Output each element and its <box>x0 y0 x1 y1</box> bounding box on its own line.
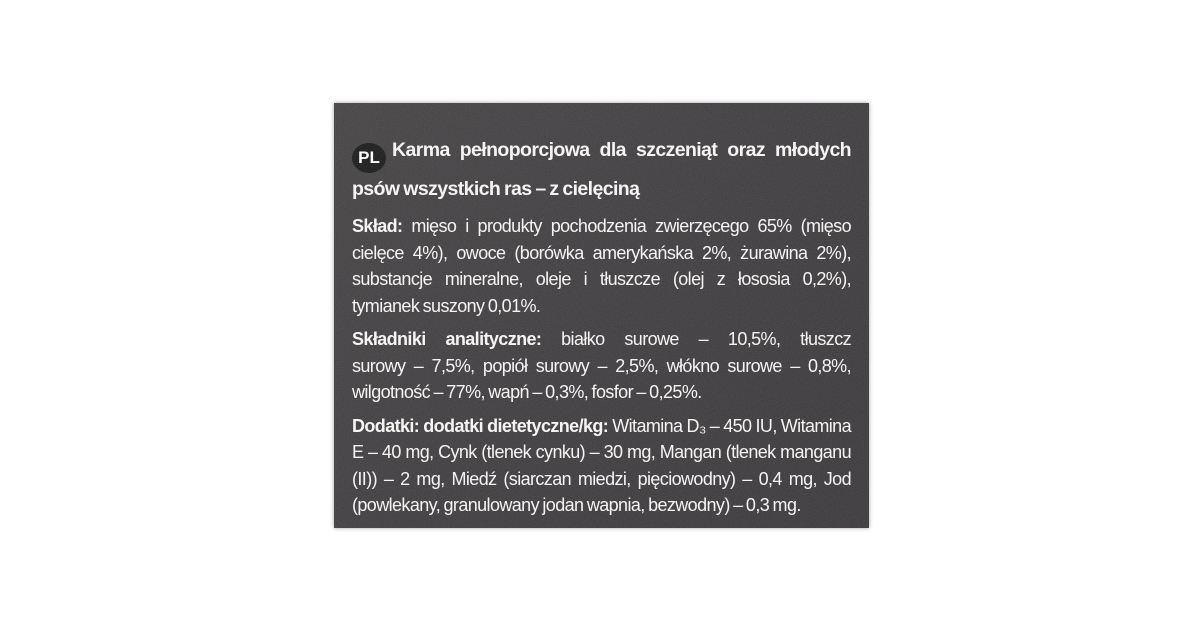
label-line: Skład: mięso i produkty pochodzenia zwierzęcego 65% (mięso <box>352 216 851 236</box>
section-label: Składniki analityczne: <box>352 329 542 349</box>
title-line: psów wszystkich ras – z cielęciną <box>352 178 640 200</box>
label-line: E – 40 mg, Cynk (tlenek cynku) – 30 mg, Mangan (tlenek manganu <box>352 442 851 462</box>
paragraph-dodatki <box>352 413 851 519</box>
title-line <box>352 134 851 173</box>
label-line: tymianek suszony 0,01%. <box>352 295 541 316</box>
product-title <box>352 134 851 206</box>
paragraph-sklad <box>352 213 851 319</box>
label-line: (II)) – 2 mg, Miedź (siarczan miedzi, pięciowodny) – 0,4 mg, Jod <box>352 468 851 489</box>
label-line: Dodatki: dodatki dietetyczne/kg: Witamina D₃ – 450 IU, Witamina <box>352 415 852 436</box>
section-label: Skład: <box>352 216 403 236</box>
label-line: substancje mineralne, oleje i tłuszcze (olej z łososia 0,2%), <box>352 269 851 289</box>
label-line: Składniki analityczne: białko surowe – 10,5%, tłuszcz <box>352 329 851 349</box>
label-content <box>334 103 869 519</box>
pl-language-badge: PL <box>352 143 386 173</box>
label-panel <box>334 103 869 528</box>
label-line: (powlekany, granulowany jodan wapnia, bezwodny) – 0,3 mg. <box>352 495 801 515</box>
label-line: surowy – 7,5%, popiół surowy – 2,5%, włókno surowe – 0,8%, <box>352 355 851 376</box>
label-paragraphs <box>352 213 851 519</box>
paragraph-skladniki-analityczne <box>352 326 851 406</box>
section-label: Dodatki: dodatki dietetyczne/kg: <box>352 415 609 436</box>
label-line: cielęce 4%), owoce (borówka amerykańska 2%, żurawina 2%), <box>352 242 851 263</box>
label-line: wilgotność – 77%, wapń – 0,3%, fosfor – 0,25%. <box>352 382 702 402</box>
title-text: Karma pełnoporcjowa dla szczeniąt oraz młodych <box>392 139 851 161</box>
